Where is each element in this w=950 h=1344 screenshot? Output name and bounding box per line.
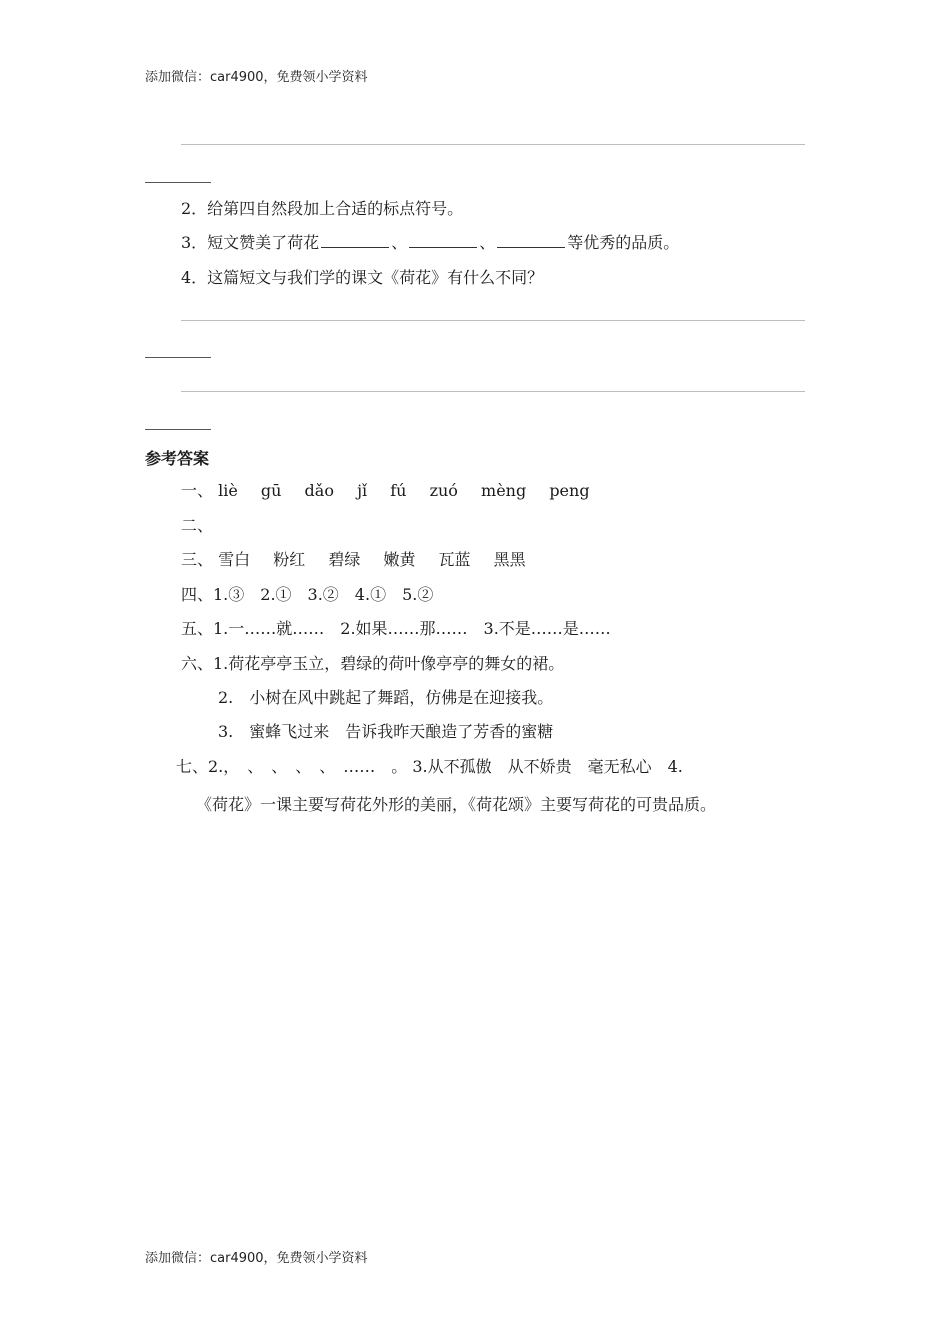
question-3-suffix: 等优秀的品质。 <box>567 233 680 252</box>
word: 嫩黄 <box>383 550 416 569</box>
answer-7-line-2: 《荷花》一课主要写荷花外形的美丽，《荷花颂》主要写荷花的可贵品质。 <box>196 795 717 814</box>
answer-line-end <box>145 429 211 430</box>
word: 粉红 <box>273 550 306 569</box>
pinyin: peng <box>549 481 590 500</box>
answer-7-line-1: 七、2.， 、 、 、 、 …… 。 3.从不孤傲 从不娇贵 毫无私心 4. <box>176 757 683 776</box>
answer-6-1: 六、1.荷花亭亭玉立，碧绿的荷叶像亭亭的舞女的裙。 <box>181 654 565 673</box>
question-4: 4．这篇短文与我们学的课文《荷花》有什么不同？ <box>181 268 544 287</box>
word: 雪白 <box>218 550 251 569</box>
answer-4: 四、1.③ 2.① 3.② 4.① 5.② <box>181 585 434 604</box>
answer-line <box>181 391 805 392</box>
pinyin: fú <box>390 481 407 500</box>
word: 碧绿 <box>328 550 361 569</box>
pinyin: liè <box>218 481 238 500</box>
pinyin: zuó <box>429 481 458 500</box>
pinyin: jǐ <box>357 481 368 500</box>
page-footer: 添加微信：car4900，免费领小学资料 <box>145 1251 368 1266</box>
pinyin: dǎo <box>304 481 334 500</box>
answer-1-label: 一、 <box>181 481 214 500</box>
answer-3-label: 三、 <box>181 550 214 569</box>
answer-6-3: 3. 蜜蜂飞过来 告诉我昨天酿造了芳香的蜜糖 <box>218 722 554 741</box>
word: 瓦蓝 <box>438 550 471 569</box>
answer-line <box>181 320 805 321</box>
answer-6-2: 2. 小树在风中跳起了舞蹈，仿佛是在迎接我。 <box>218 688 554 707</box>
fill-blank-3[interactable] <box>497 233 565 248</box>
word: 黑黑 <box>493 550 526 569</box>
separator: 、 <box>479 233 496 252</box>
question-3-prefix: 3．短文赞美了荷花 <box>181 233 320 252</box>
question-2: 2．给第四自然段加上合适的标点符号。 <box>181 199 464 218</box>
fill-blank-2[interactable] <box>409 233 477 248</box>
answer-2: 二、 <box>181 516 214 535</box>
pinyin: mèng <box>481 481 527 500</box>
answer-line <box>181 144 805 145</box>
answer-5: 五、1.一……就…… 2.如果……那…… 3.不是……是…… <box>181 619 611 638</box>
pinyin: gū <box>260 481 282 500</box>
fill-blank-1[interactable] <box>321 233 389 248</box>
question-3 <box>181 233 679 253</box>
answer-line-end <box>145 357 211 358</box>
answer-1 <box>181 481 590 501</box>
separator: 、 <box>391 233 408 252</box>
answers-title: 参考答案 <box>145 449 210 468</box>
answer-line-end <box>145 182 211 183</box>
page-header: 添加微信：car4900，免费领小学资料 <box>145 70 368 85</box>
answer-3 <box>181 550 526 570</box>
